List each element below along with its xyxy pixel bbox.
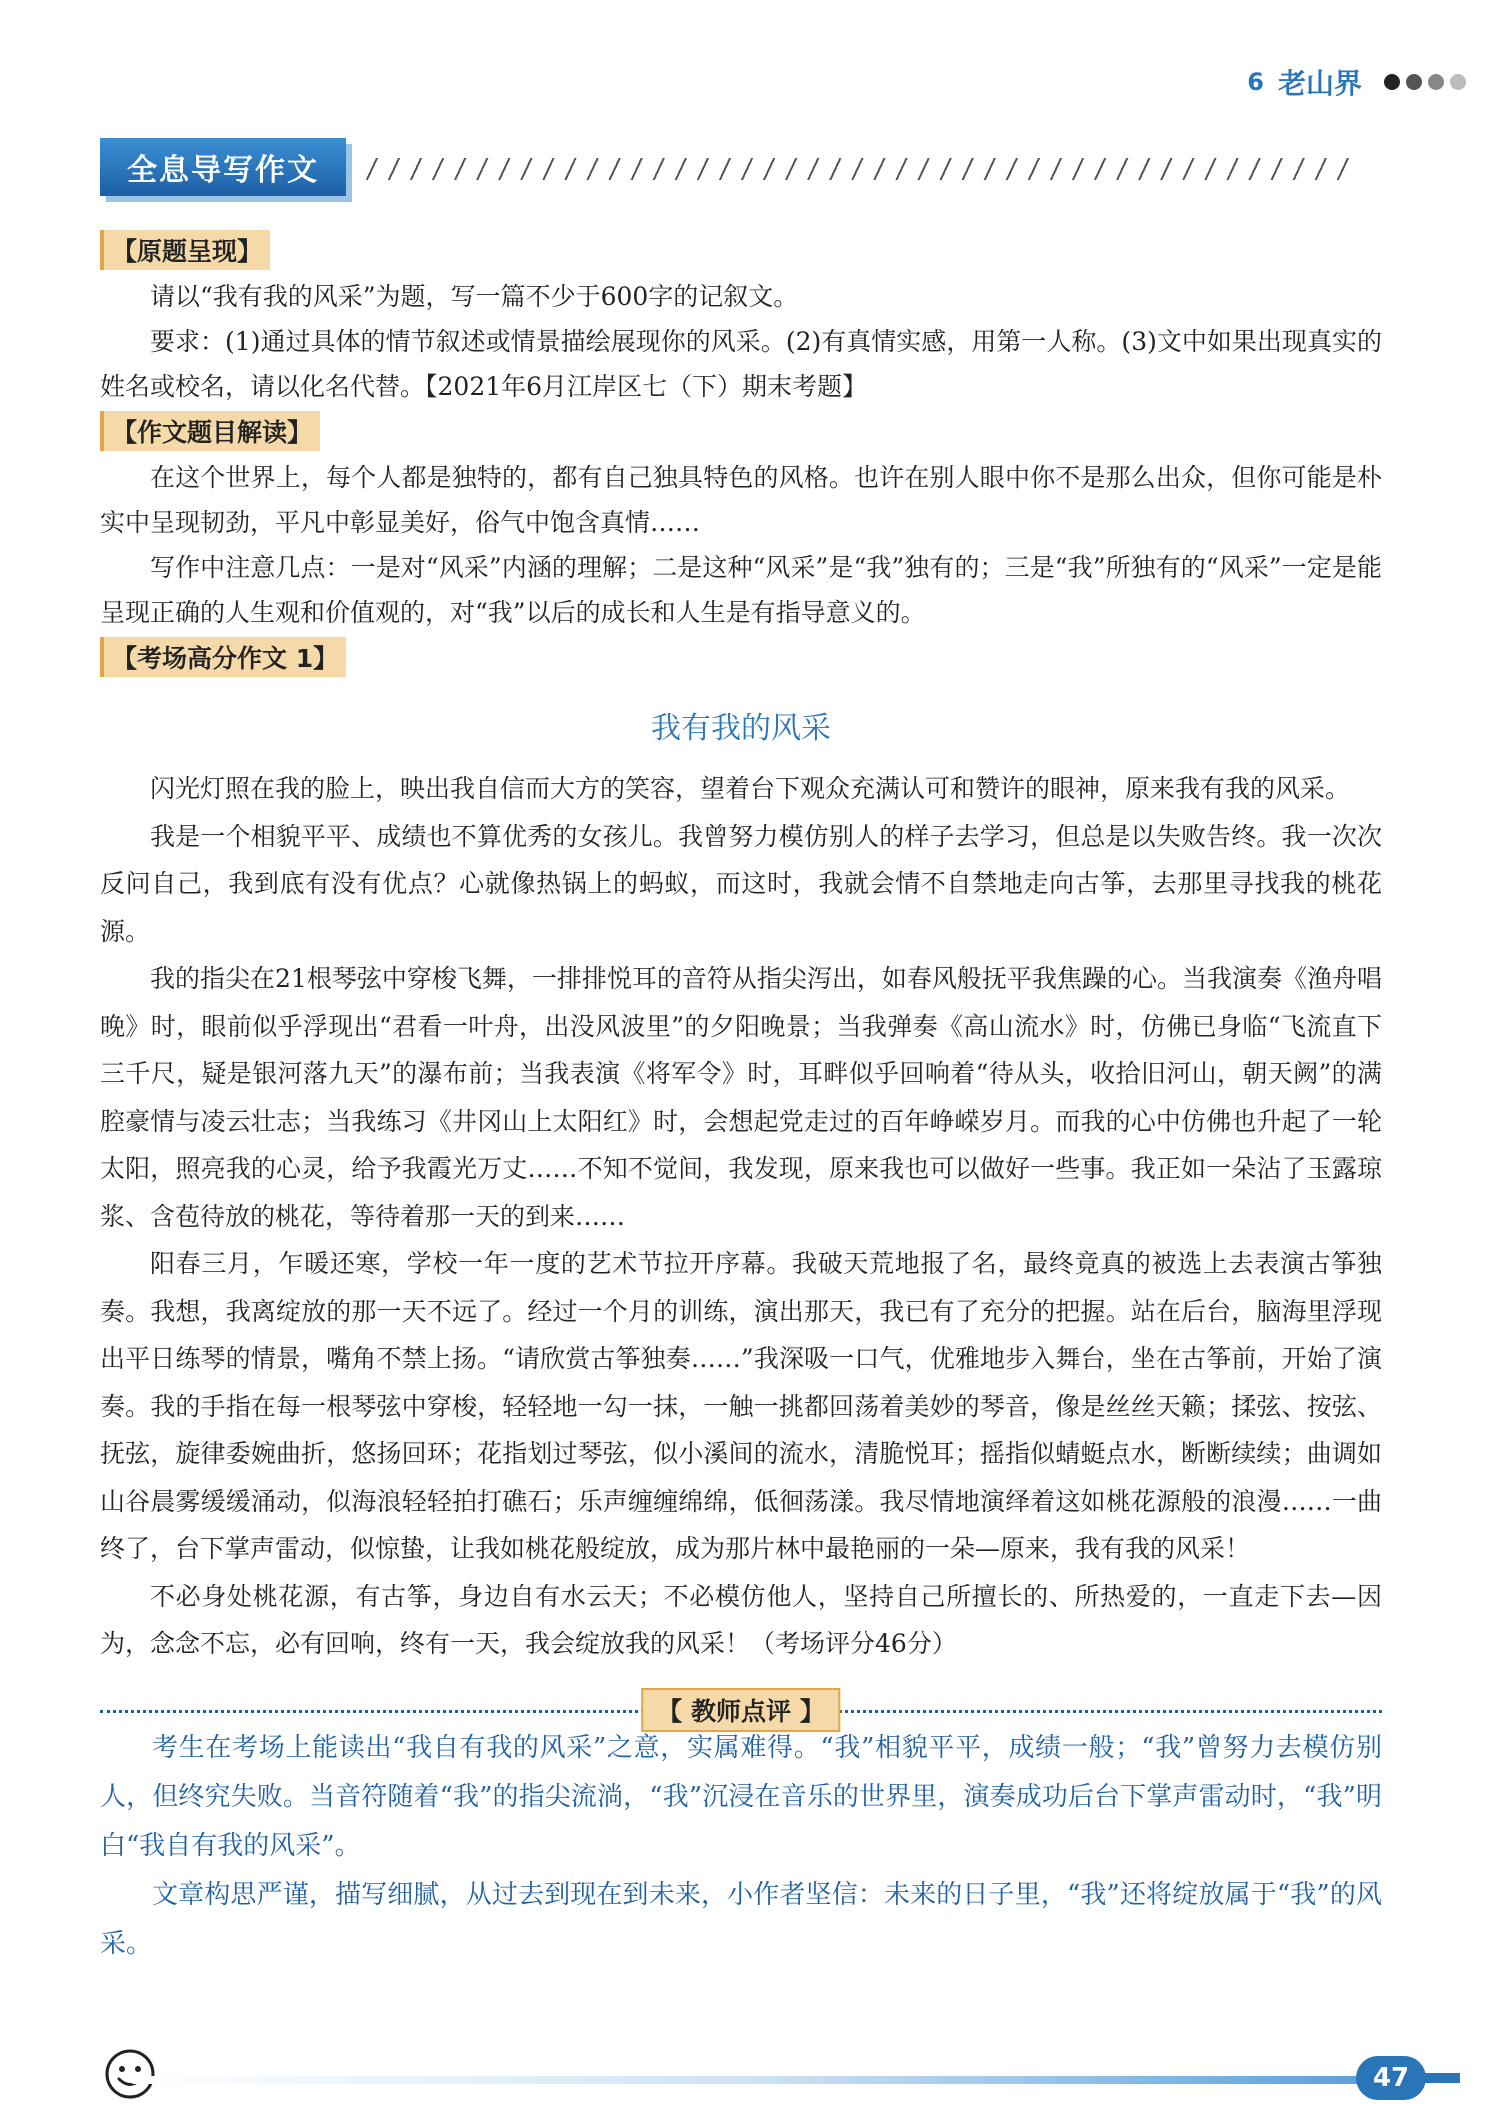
section-tag: 【作文题目解读】 [100, 411, 320, 451]
page-number: 47 [1356, 2056, 1426, 2100]
smiley-icon [104, 2048, 156, 2100]
paragraph: 文章构思严谨，描写细腻，从过去到现在到未来，小作者坚信：未来的日子里，“我”还将绽放属于“我”的风采。 [100, 1879, 1382, 1959]
page-header [1247, 62, 1466, 102]
paragraph: 阳春三月，乍暖还寒，学校一年一度的艺术节拉开序幕。我破天荒地报了名，最终竟真的被选上去表演古筝独奏。我想，我离绽放的那一天不远了。经过一个月的训练，演出那天，我已有了充分的把握。站在后台，脑海里浮现出平日练琴的情景，嘴角不禁上扬。“请欣赏古筝独奏……”我深吸一口气，优雅地步入舞台，坐在古筝前，开始了演奏。我的手指在每一根琴弦中穿梭，轻轻地一勾一抹，一触一挑都回荡着美妙的琴音，像是丝丝天籁；揉弦、按弦、抚弦，旋律委婉曲折，悠扬回环；花指划过琴弦，似小溪间的流水，清脆悦耳；摇指似蜻蜓点水，断断续续；曲调如山谷晨雾缓缓涌动，似海浪轻轻拍打礁石；乐声缠缠绵绵，低徊荡漾。我尽情地演绎着这如桃花源般的浪漫……一曲终了，台下掌声雷动，似惊蛰，让我如桃花般绽放，成为那片林中最艳丽的一朵—原来，我有我的风采！ [100, 1249, 1382, 1563]
paragraph: 考生在考场上能读出“我自有我的风采”之意，实属难得。“我”相貌平平，成绩一般；“我”曾努力去模仿别人，但终究失败。当音符随着“我”的指尖流淌，“我”沉浸在音乐的世界里，演奏成功后台下掌声雷动时，“我”明白“我自有我的风采”。 [100, 1732, 1382, 1861]
decorative-hatch [366, 158, 1356, 180]
paragraph: 我的指尖在21根琴弦中穿梭飞舞，一排排悦耳的音符从指尖泻出，如春风般抚平我焦躁的心。当我演奏《渔舟唱晚》时，眼前似乎浮现出“君看一叶舟，出没风波里”的夕阳晚景；当我弹奏《高山流水》时，仿佛已身临“飞流直下三千尺，疑是银河落九天”的瀑布前；当我表演《将军令》时，耳畔似乎回响着“待从头，收拾旧河山，朝天阙”的满腔豪情与凌云壮志；当我练习《井冈山上太阳红》时，会想起党走过的百年峥嵘岁月。而我的心中仿佛也升起了一轮太阳，照亮我的心灵，给予我霞光万丈……不知不觉间，我发现，原来我也可以做好一些事。我正如一朵沾了玉露琼浆、含苞待放的桃花，等待着那一天的到来…… [100, 964, 1382, 1231]
dot-icon [1406, 74, 1422, 90]
paragraph: 请以“我有我的风采”为题，写一篇不少于600字的记叙文。 [150, 282, 799, 311]
paragraph: 闪光灯照在我的脸上，映出我自信而大方的笑容，望着台下观众充满认可和赞许的眼神，原来我有我的风采。 [150, 774, 1351, 803]
section-tag: 【原题呈现】 [100, 230, 270, 270]
dot-icon [1428, 74, 1444, 90]
essay-section [100, 635, 1382, 1668]
dot-icon [1450, 74, 1466, 90]
analysis-section [100, 409, 1382, 635]
comment-divider [100, 1684, 1382, 1724]
essay-title: 我有我的风采 [651, 711, 831, 746]
paragraph: 要求：(1)通过具体的情节叙述或情景描绘展现你的风采。(2)有真情实感，用第一人称。(3)文中如果出现真实的姓名或校名，请以化名代替。【2021年6月江岸区七（下）期末考题】 [100, 327, 1382, 401]
main-content [100, 228, 1382, 1969]
unit-number: 6 [1247, 68, 1264, 96]
section-banner: 全息导写作文 [100, 138, 346, 196]
paragraph: 我是一个相貌平平、成绩也不算优秀的女孩儿。我曾努力模仿别人的样子去学习，但总是以失败告终。我一次次反问自己，我到底有没有优点？心就像热锅上的蚂蚁，而这时，我就会情不自禁地走向古筝，去那里寻找我的桃花源。 [100, 821, 1382, 946]
paragraph: 在这个世界上，每个人都是独特的，都有自己独具特色的风格。也许在别人眼中你不是那么出众，但你可能是朴实中呈现韧劲，平凡中彰显美好，俗气中饱含真情…… [100, 463, 1382, 537]
original-section [100, 228, 1382, 409]
teacher-comment-section [100, 1684, 1382, 1969]
page-tail [1420, 2073, 1460, 2083]
section-tag: 【 教师点评 】 [641, 1688, 840, 1732]
dot-icon [1384, 74, 1400, 90]
header-dots [1384, 74, 1466, 90]
paragraph: 写作中注意几点：一是对“风采”内涵的理解；二是这种“风采”是“我”独有的；三是“我”所独有的“风采”一定是能呈现正确的人生观和价值观的，对“我”以后的成长和人生是有指导意义的。 [100, 553, 1382, 627]
footer-bar [130, 2076, 1370, 2084]
unit-title: 老山界 [1277, 67, 1362, 100]
paragraph: 不必身处桃花源，有古筝，身边自有水云天；不必模仿他人，坚持自己所擅长的、所热爱的，一直走下去—因为，念念不忘，必有回响，终有一天，我会绽放我的风采！（考场评分46分） [100, 1581, 1382, 1658]
section-tag: 【考场高分作文 1】 [100, 637, 346, 677]
